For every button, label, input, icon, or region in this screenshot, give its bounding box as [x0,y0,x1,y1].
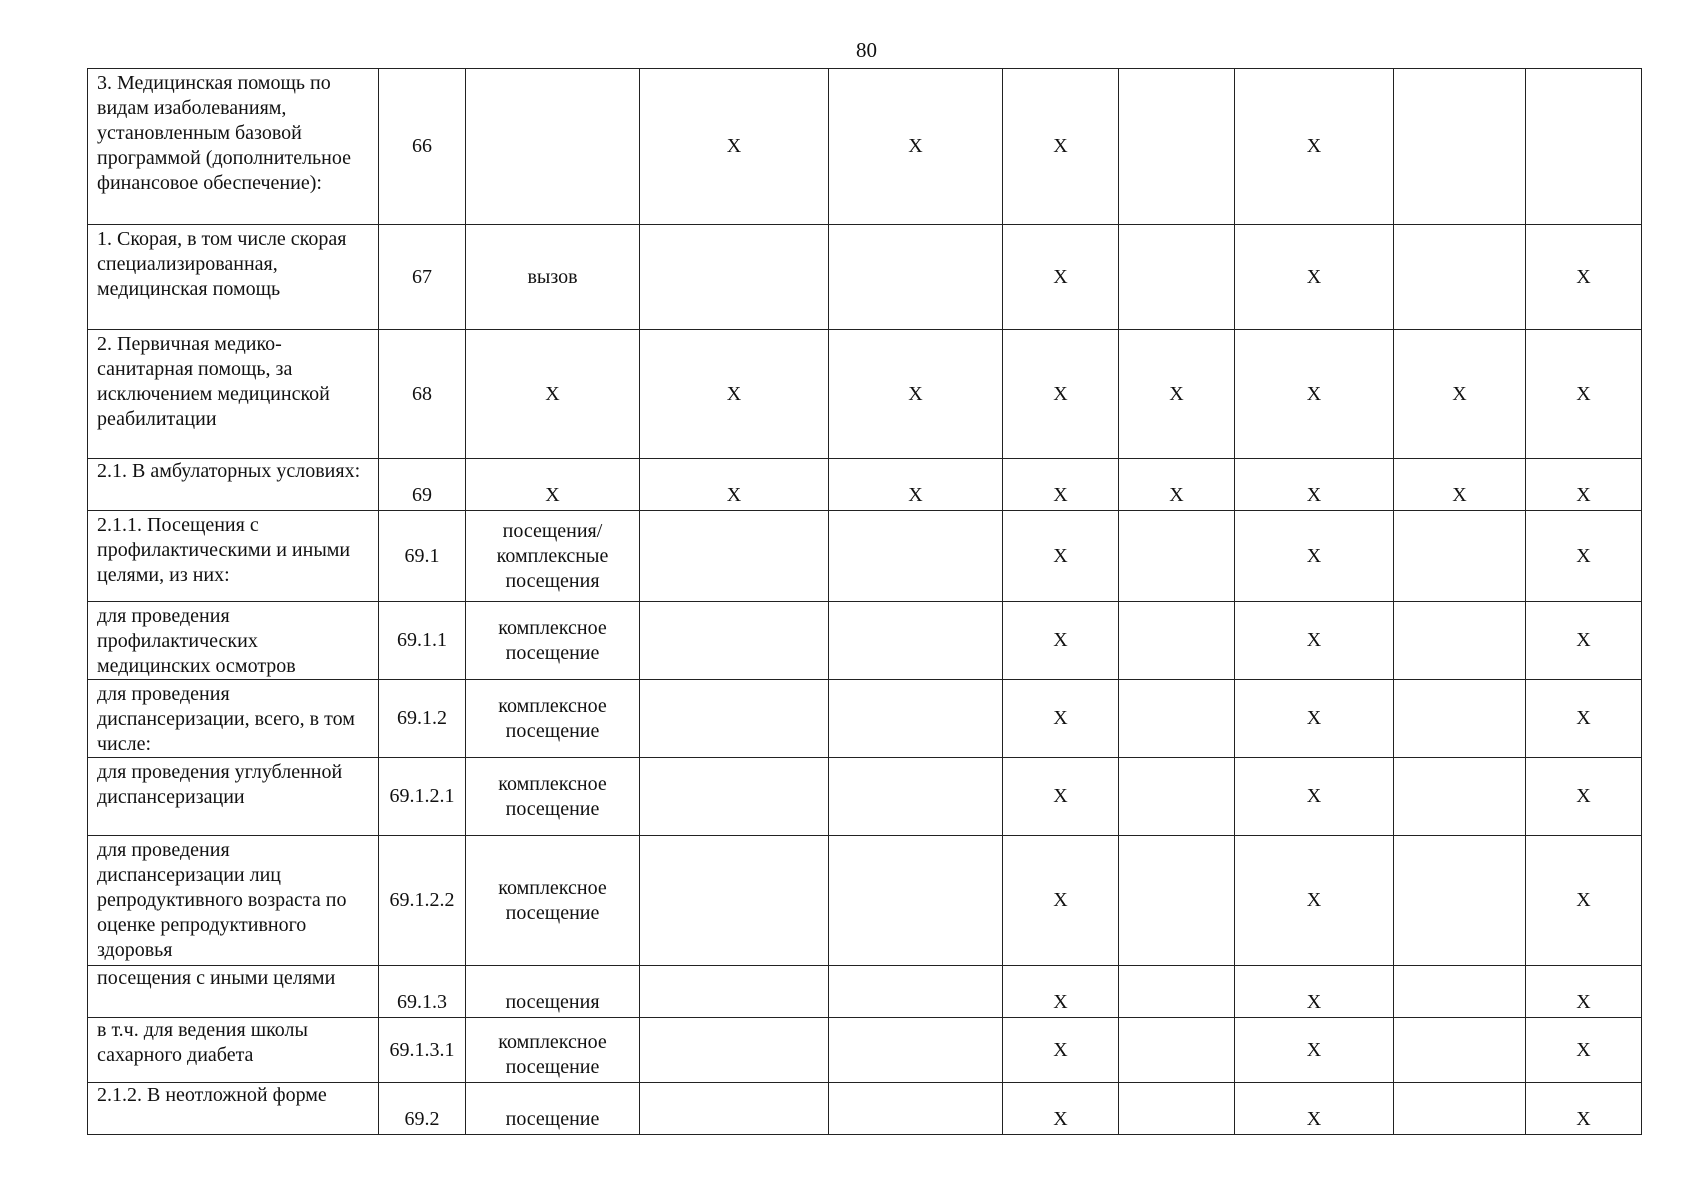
cell: Х [1526,1083,1642,1135]
cell: Х [1235,758,1394,836]
cell [1394,836,1526,966]
cell: Х [1526,225,1642,330]
row-name: 1. Скорая, в том числе скорая специализированная, медицинская помощь [88,225,379,330]
cell: Х [1003,602,1119,680]
row-unit: посещение [466,1083,640,1135]
row-name: 3. Медицинская помощь по видам изаболеваниям, установленным базовой программой (дополнительное финансовое обеспечение): [88,69,379,225]
cell: Х [1235,1018,1394,1083]
cell: Х [1235,330,1394,459]
cell: Х [1526,459,1642,511]
cell: Х [1235,225,1394,330]
row-code: 69.1.2.2 [379,836,466,966]
table-row [88,225,1642,330]
row-name: 2.1.1. Посещения с профилактическими и иными целями, из них: [88,511,379,602]
cell: Х [1003,1018,1119,1083]
row-code: 69.1.1 [379,602,466,680]
cell [640,836,829,966]
cell: Х [1119,459,1235,511]
row-name: в т.ч. для ведения школы сахарного диабета [88,1018,379,1083]
row-unit: вызов [466,225,640,330]
cell: Х [640,69,829,225]
cell: Х [1526,966,1642,1018]
table-row [88,1083,1642,1135]
cell [1394,966,1526,1018]
row-code: 69.1 [379,511,466,602]
cell [1119,1083,1235,1135]
row-unit [466,69,640,225]
row-code: 69 [379,459,466,511]
table-row [88,680,1642,758]
cell: Х [829,69,1003,225]
cell [829,758,1003,836]
row-unit: комплексное посещение [466,680,640,758]
cell [829,1018,1003,1083]
cell: Х [1003,511,1119,602]
cell [829,602,1003,680]
cell [1119,511,1235,602]
cell: Х [829,330,1003,459]
cell [640,602,829,680]
cell: Х [1235,1083,1394,1135]
cell [640,225,829,330]
table-row [88,966,1642,1018]
cell [640,758,829,836]
cell [640,966,829,1018]
cell: Х [1003,680,1119,758]
table-row [88,459,1642,511]
cell [640,511,829,602]
cell: Х [1526,330,1642,459]
cell: Х [1526,1018,1642,1083]
cell [1394,225,1526,330]
cell: Х [1235,69,1394,225]
cell [1119,680,1235,758]
cell [1119,966,1235,1018]
row-name: посещения с иными целями [88,966,379,1018]
cell [640,1018,829,1083]
row-name: 2.1. В амбулаторных условиях: [88,459,379,511]
row-unit: комплексное посещение [466,758,640,836]
cell [829,966,1003,1018]
cell [829,1083,1003,1135]
cell: Х [1003,225,1119,330]
table-row [88,69,1642,225]
cell: Х [1003,459,1119,511]
cell: Х [1526,758,1642,836]
table-row [88,758,1642,836]
row-unit: посещения/ комплексные посещения [466,511,640,602]
row-name: для проведения углубленной диспансеризации [88,758,379,836]
cell: Х [1003,836,1119,966]
table-row [88,602,1642,680]
cell: Х [1235,602,1394,680]
cell: Х [1119,330,1235,459]
cell: Х [1526,511,1642,602]
cell [829,511,1003,602]
cell [829,680,1003,758]
row-code: 66 [379,69,466,225]
row-code: 69.1.2 [379,680,466,758]
cell [640,680,829,758]
row-unit: комплексное посещение [466,602,640,680]
cell [1119,69,1235,225]
row-name: 2. Первичная медико-санитарная помощь, за исключением медицинской реабилитации [88,330,379,459]
cell: Х [1235,836,1394,966]
table-row [88,511,1642,602]
table-row [88,836,1642,966]
cell [1394,1083,1526,1135]
medical-care-table [87,68,1642,1135]
row-name: 2.1.2. В неотложной форме [88,1083,379,1135]
row-name: для проведения диспансеризации лиц репродуктивного возраста по оценке репродуктивного здоровья [88,836,379,966]
cell [640,1083,829,1135]
row-unit: комплексное посещение [466,1018,640,1083]
cell: Х [1394,330,1526,459]
row-unit: Х [466,459,640,511]
page-number: 80 [856,38,877,62]
cell: Х [1526,836,1642,966]
cell: Х [1003,1083,1119,1135]
row-name: для проведения профилактических медицинских осмотров [88,602,379,680]
cell: Х [1003,330,1119,459]
cell: Х [1235,511,1394,602]
cell [1119,836,1235,966]
cell [1394,69,1526,225]
cell [1119,602,1235,680]
row-unit: Х [466,330,640,459]
cell [1394,680,1526,758]
cell [1119,225,1235,330]
cell [1119,1018,1235,1083]
cell [1526,69,1642,225]
cell: Х [1235,966,1394,1018]
cell: Х [1003,69,1119,225]
cell: Х [1526,602,1642,680]
cell: Х [1394,459,1526,511]
cell [1394,1018,1526,1083]
cell: Х [1235,459,1394,511]
row-code: 69.1.2.1 [379,758,466,836]
cell: Х [1235,680,1394,758]
row-unit: посещения [466,966,640,1018]
cell: Х [640,459,829,511]
cell [1394,511,1526,602]
cell [1394,758,1526,836]
cell: Х [829,459,1003,511]
row-code: 69.1.3 [379,966,466,1018]
cell: Х [1003,966,1119,1018]
row-unit: комплексное посещение [466,836,640,966]
table-row [88,1018,1642,1083]
cell [829,836,1003,966]
table-row [88,330,1642,459]
row-code: 69.1.3.1 [379,1018,466,1083]
row-name: для проведения диспансеризации, всего, в том числе: [88,680,379,758]
cell: Х [1526,680,1642,758]
cell [1394,602,1526,680]
cell [829,225,1003,330]
row-code: 68 [379,330,466,459]
row-code: 67 [379,225,466,330]
cell: Х [1003,758,1119,836]
cell [1119,758,1235,836]
cell: Х [640,330,829,459]
row-code: 69.2 [379,1083,466,1135]
